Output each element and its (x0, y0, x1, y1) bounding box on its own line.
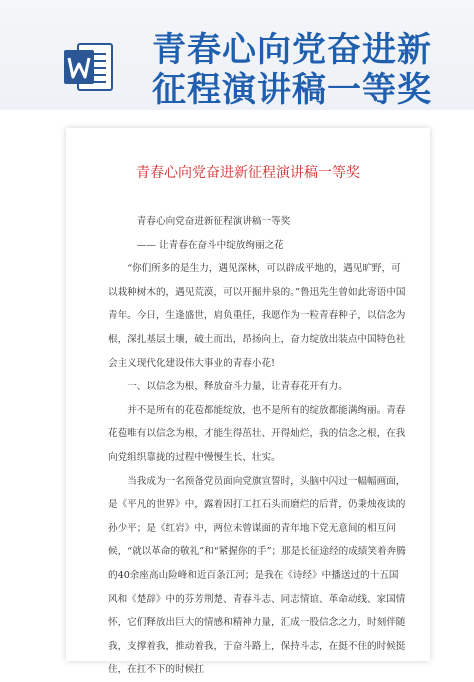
paragraph: 青春心向党奋进新征程演讲稿一等奖 (136, 216, 291, 227)
document-body (108, 210, 408, 682)
banner-title-line-2: 征程演讲稿一等奖 (152, 70, 432, 110)
banner-title (152, 30, 452, 110)
header-banner (0, 0, 474, 110)
paragraph: 当我成为一名预备党员面向党旗宣誓时，头脑中闪过一幅幅画面，是《平凡的世界》中，露着因打工扛石头而磨烂的后背，仍秉烛夜读的孙少平；是《红岩》中，两位未曾谋面的青年地下党无意间的相互问候，“就以革命的敬礼”和“紧握你的手”；那是长征途经的成绩笑着奔腾的40余座高山险峰和近百条江河；是我在《诗经》中播送过的十五国风和《楚辞》中的芬芳荆楚、青春斗志、同志情谊、革命动线、家国情怀，它们释放出巨大的情感和精神力量，汇成一股信念之力，时刻伴随我，支撑着我，推动着我，于奋斗路上，保持斗志，在挺不住的时候挺住，在扛不下的时候扛 (108, 475, 406, 676)
paragraph: —— 让青春在奋斗中绽放绚丽之花 (136, 239, 284, 251)
paragraph: 并不是所有的花苞都能绽放，也不是所有的绽放都能满绚丽。青春花苞唯有以信念为根，才能生得茁壮、开得灿烂，我的信念之根，在我向党组织靠拢的过程中慢慢生长、壮实。 (108, 404, 406, 463)
document-page (66, 128, 430, 676)
word-app-icon (62, 40, 116, 94)
paragraph: “你们所多的是生力，遇见深林，可以辟成平地的，遇见旷野，可以栽种树木的，遇见荒漠，可以开掘井泉的。”鲁迅先生曾如此寄语中国青年。今日，生逢盛世，肩负重任，我愿作为一粒青春种子，以信念为根，深扎基层土壤，破土而出，昂扬向上，奋力绽放出装点中国特色社会主义现代化建设伟大事业的青春小花! (108, 263, 406, 369)
document-title: 青春心向党奋进新征程演讲稿一等奖 (136, 165, 360, 181)
paragraph: 一、以信念为根，释放奋斗力量，让青春花开有力。 (127, 381, 348, 393)
banner-title-line-1: 青春心向党奋进新 (152, 30, 432, 70)
